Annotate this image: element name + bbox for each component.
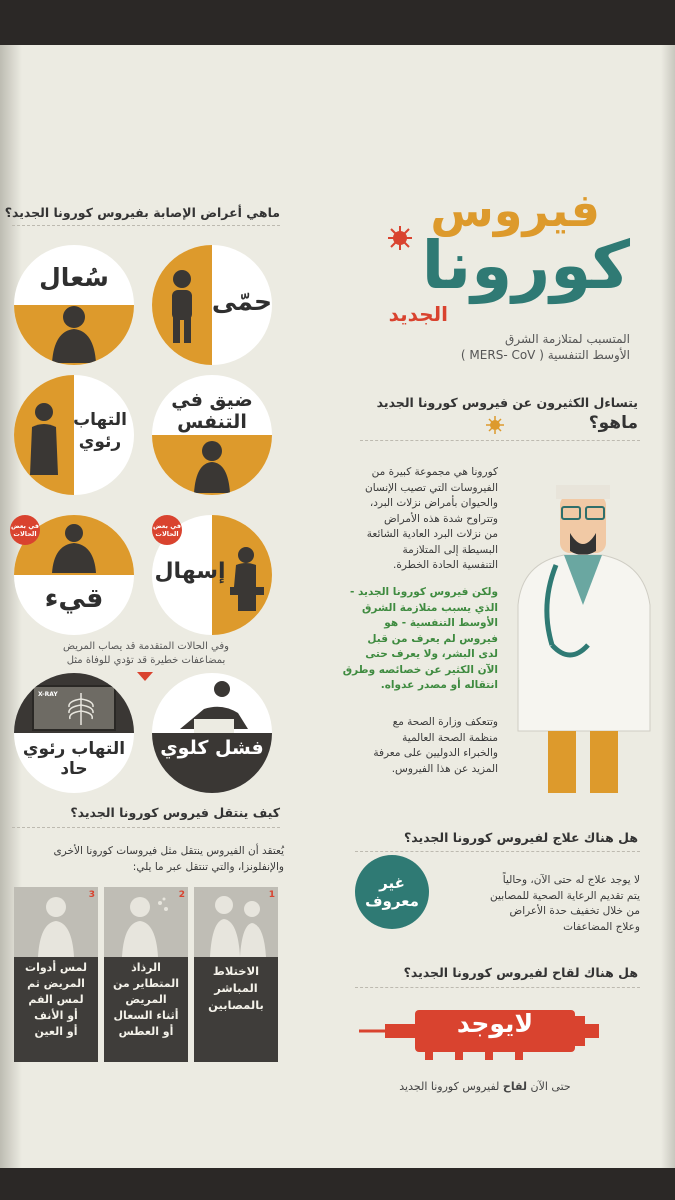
transmission-item-3: 3 لمس أدوات المريض ثم لمس الفم أو الأنف أو العين (14, 887, 98, 1062)
symptom-label-breath: ضيق في التنفس (171, 389, 253, 433)
symptoms-heading: ماهي أعراض الإصابة بفيروس كورونا الجديد؟ (4, 205, 280, 220)
symptom-severe-pneumonia (14, 673, 134, 793)
what-paragraph-1: كورونا هي مجموعة كبيرة من الفيروسات التي تصيب الإنسان والحيوان بأمراض نزلات البرد، وتتراوح شدة هذه الأمراض من نزلات البرد العادية الشائعة البسيطة إلى المتلازمة التنفسية الحادة الخطرة. (364, 466, 498, 571)
what-question: يتساءل الكثيرون عن فيروس كورونا الجديد (376, 395, 638, 410)
syringe-label: لايوجد (456, 1009, 534, 1038)
infographic-page (0, 45, 675, 1168)
what-paragraph-3: وتتعكف وزارة الصحة مع منظمة الصحة العالمية والخبراء الدوليين على معرفة المزيد عن هذا الفيروس. (373, 716, 498, 775)
xray-label: X-RAY (38, 691, 58, 698)
down-arrow-icon (137, 672, 153, 681)
transmission-heading: كيف ينتقل فيروس كورونا الجديد؟ (70, 805, 280, 820)
symptom-label-diarrhea: إسهال (154, 559, 226, 584)
symptom-label-cough: سُعال (39, 263, 109, 292)
some-cases-badge: في بعض الحالات (152, 515, 182, 545)
treatment-heading: هل هناك علاج لفيروس كورونا الجديد؟ (404, 830, 638, 845)
person-pneumonia-icon (20, 399, 66, 475)
person-breath-icon (184, 437, 240, 493)
transmission-label-3: لمس أدوات المريض ثم لمس الفم أو الأنف أو العين (14, 957, 98, 1062)
transmission-item-2: 2 الرذاذ المتطاير من المريض أثناء السعال أو العطس (104, 887, 188, 1062)
subtitle-line1: المتسبب لمتلازمة الشرق (505, 332, 630, 346)
title-line3: الجديد (388, 302, 448, 326)
symptom-pneumonia (14, 375, 134, 495)
symptom-fever (152, 245, 272, 365)
symptom-shortness-of-breath (152, 375, 272, 495)
severe-note-line1: وفي الحالات المتقدمة قد يصاب المريض (62, 641, 230, 652)
vaccine-heading: هل هناك لقاح لفيروس كورونا الجديد؟ (403, 965, 638, 980)
virus-small-icon (486, 416, 504, 434)
treatment-text: لا يوجد علاج له حتى الآن، وحالياً يتم تقديم الرعاية الصحية للمصابين من خلال تخفيف حدة الأعراض وعلاج المضاعفات (490, 874, 640, 933)
person-toilet-icon (224, 545, 268, 611)
person-vomit-icon (44, 521, 106, 573)
symptom-label-vomiting: قيء (44, 583, 104, 614)
person-fever-icon (160, 265, 204, 345)
handshake-icon (194, 887, 278, 957)
title-line1: فيروس (430, 183, 600, 237)
what-paragraph-2: ولكن فيروس كورونا الجديد - الذي يسبب متلازمة الشرق الأوسط التنفسية - هو فيروس لم يعرف من قبل لدى البشر، ولا يعرف حتى الآن الكثير عن خصائصه وطرق انتقاله أو مصدر عدواه. (342, 586, 498, 691)
ribcage-icon (64, 691, 98, 727)
symptom-label-severe-pneumonia: التهاب رئوي حاد (22, 739, 126, 779)
vaccine-caption: حتى الآن لقاح لفيروس كورونا الجديد (399, 1080, 571, 1093)
symptom-label-pneumonia: التهاب رئوي (73, 410, 127, 452)
xray-panel (32, 685, 116, 731)
some-cases-badge-2: في بعض الحالات (10, 515, 40, 545)
transmission-item-1: 1 الاختلاط المباشر بالمصابين (194, 887, 278, 1062)
symptom-label-kidney: فشل كلوي (160, 737, 264, 759)
top-frame (0, 0, 675, 45)
severe-note-line2: بمضاعفات خطيرة قد تؤدي للوفاة مثل (66, 655, 226, 666)
virus-icon (387, 225, 413, 251)
bottom-frame (0, 1168, 675, 1200)
doctor-illustration (500, 455, 665, 795)
symptom-cough (14, 245, 134, 365)
what-label: ماهو؟ (588, 413, 638, 433)
transmission-intro-2: والإنفلونزا، والتي تنتقل عبر ما يلي: (132, 861, 284, 873)
touch-face-icon (14, 887, 98, 957)
person-cough-icon (44, 303, 104, 363)
transmission-label-1: الاختلاط المباشر بالمصابين (194, 957, 278, 1062)
symptom-kidney-failure (152, 673, 272, 793)
sneeze-icon (104, 887, 188, 957)
symptom-label-fever: حمّى (211, 287, 272, 316)
title-line2: كورونا (421, 227, 630, 304)
transmission-label-2: الرذاذ المتطاير من المريض أثناء السعال أو العطس (104, 957, 188, 1062)
dialysis-icon (174, 679, 254, 735)
transmission-intro-1: يُعتقد أن الفيروس ينتقل مثل فيروسات كورونا الأخرى (53, 845, 284, 857)
unknown-badge: غير معروف (355, 855, 429, 929)
subtitle-line2: الأوسط التنفسية ( MERS- CoV ) (460, 348, 630, 362)
